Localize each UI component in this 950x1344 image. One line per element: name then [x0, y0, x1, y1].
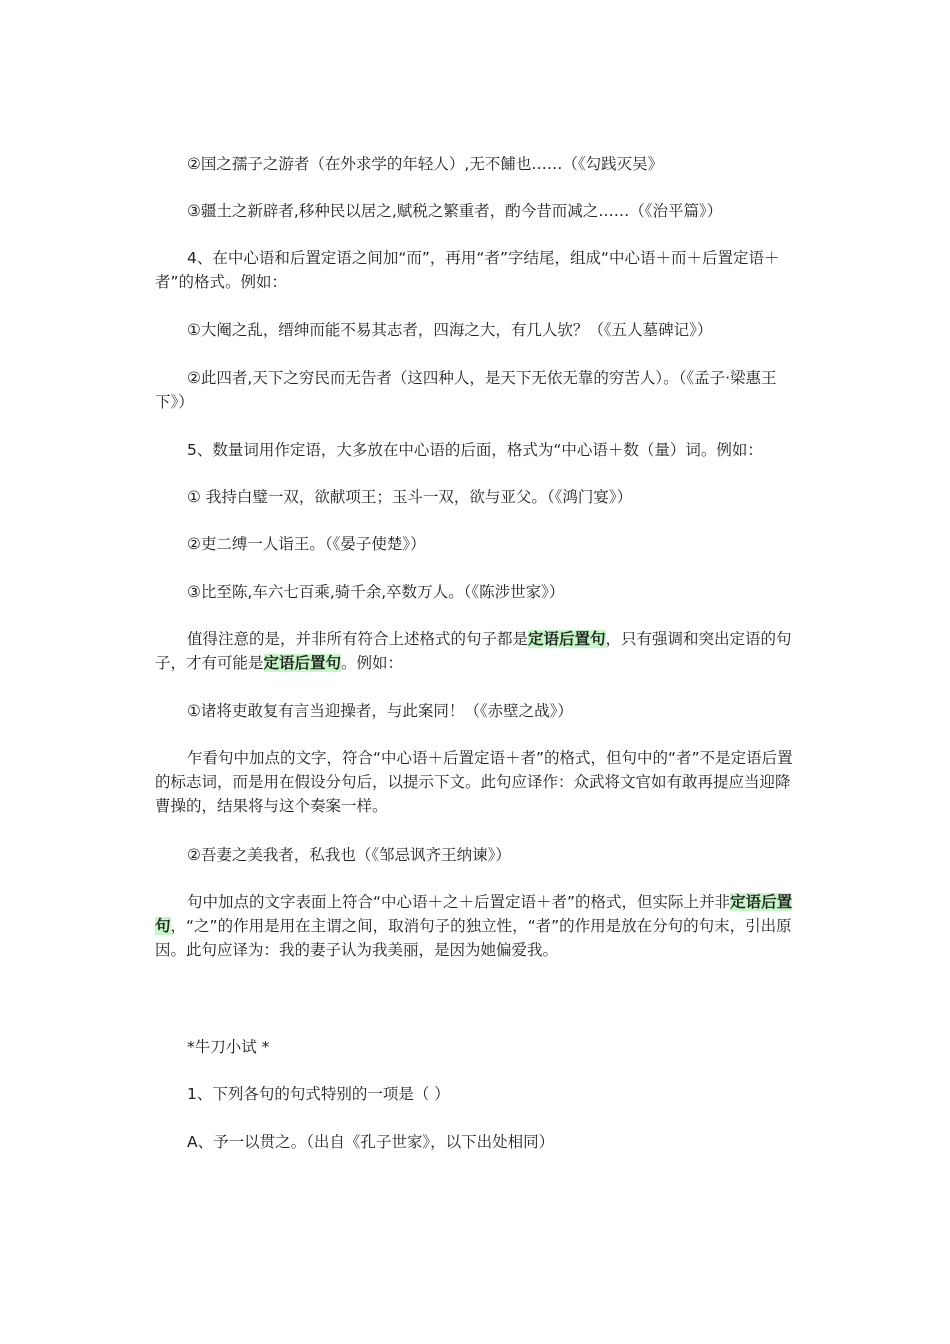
paragraph-note — [155, 627, 795, 675]
paragraph-rule-5: 5、数量词用作定语，大多放在中心语的后面，格式为“中心语＋数（量）词。例如： — [187, 441, 763, 459]
highlight-term: 定语后置句 — [155, 893, 793, 935]
paragraph-example-chibi: ①诸将吏敢复有言当迎操者，与此案同！（《赤壁之战》） — [187, 702, 573, 720]
highlight-term: 定语后置句 — [263, 654, 342, 672]
question-1-option-a: A、予一以贯之。（出自《孔子世家》，以下出处相同） — [187, 1133, 555, 1151]
note-text-a: 值得注意的是，并非所有符合上述格式的句子都是 — [187, 630, 529, 648]
highlight-term: 定语后置句 — [528, 630, 606, 648]
paragraph-example-goujian: ②国之孺子之游者（在外求学的年轻人）,无不餔也……（《勾践灭吴》 — [187, 155, 664, 173]
paragraph-example-chensheng: ③比至陈,车六七百乘,骑千余,卒数万人。（《陈涉世家》） — [187, 583, 565, 601]
note-text-b: ，只有强调和突出定语的句子，才有可能是 — [155, 630, 792, 672]
paragraph-example-yanzi: ②吏二缚一人诣王。（《晏子使楚》） — [187, 535, 426, 553]
paragraph-example-mengzi: ②此四者,天下之穷民而无告者（这四种人，是天下无依无靠的穷苦人）。（《孟子·梁惠王下》） — [155, 369, 777, 411]
paragraph-analysis-1: 乍看句中加点的文字，符合“中心语＋后置定语＋者”的格式，但句中的“者”不是定语后置的标志词，而是用在假设分句后，以提示下文。此句应译作：众武将文官如有敢再提应当迎降曹操的，结果将与这个奏案一样。 — [155, 749, 793, 815]
paragraph-example-wuren: ①大阉之乱，缙绅而能不易其志者，四海之大，有几人欤？（《五人墓碑记》） — [187, 321, 713, 339]
analysis-text-b: ，“之”的作用是用在主谓之间，取消句子的独立性，“者”的作用是放在分句的句末，引出原因。此句应译为：我的妻子认为我美丽，是因为她偏爱我。 — [155, 917, 792, 959]
analysis-text-a: 句中加点的文字表面上符合“中心语＋之＋后置定语＋者”的格式，但实际上并非 — [187, 893, 731, 911]
paragraph-rule-4: 4、在中心语和后置定语之间加“而”，再用“者”字结尾，组成“中心语＋而＋后置定语＋者”的格式。例如： — [155, 249, 780, 291]
paragraph-analysis-2 — [155, 890, 795, 962]
paragraph-example-zouji: ②吾妻之美我者，私我也（《邹忌讽齐王纳谏》） — [187, 846, 511, 864]
section-heading-exercise: *牛刀小试 * — [187, 1038, 270, 1056]
paragraph-example-zhiping: ③疆土之新辟者,移种民以居之,赋税之繁重者，酌今昔而减之……（《治平篇》） — [187, 202, 723, 220]
note-text-c: 。例如： — [341, 654, 404, 672]
paragraph-example-hongmen: ① 我持白璧一双，欲献项王；玉斗一双，欲与亚父。（《鸿门宴》） — [187, 488, 633, 506]
question-1: 1、下列各句的句式特别的一项是（ ） — [187, 1085, 450, 1103]
